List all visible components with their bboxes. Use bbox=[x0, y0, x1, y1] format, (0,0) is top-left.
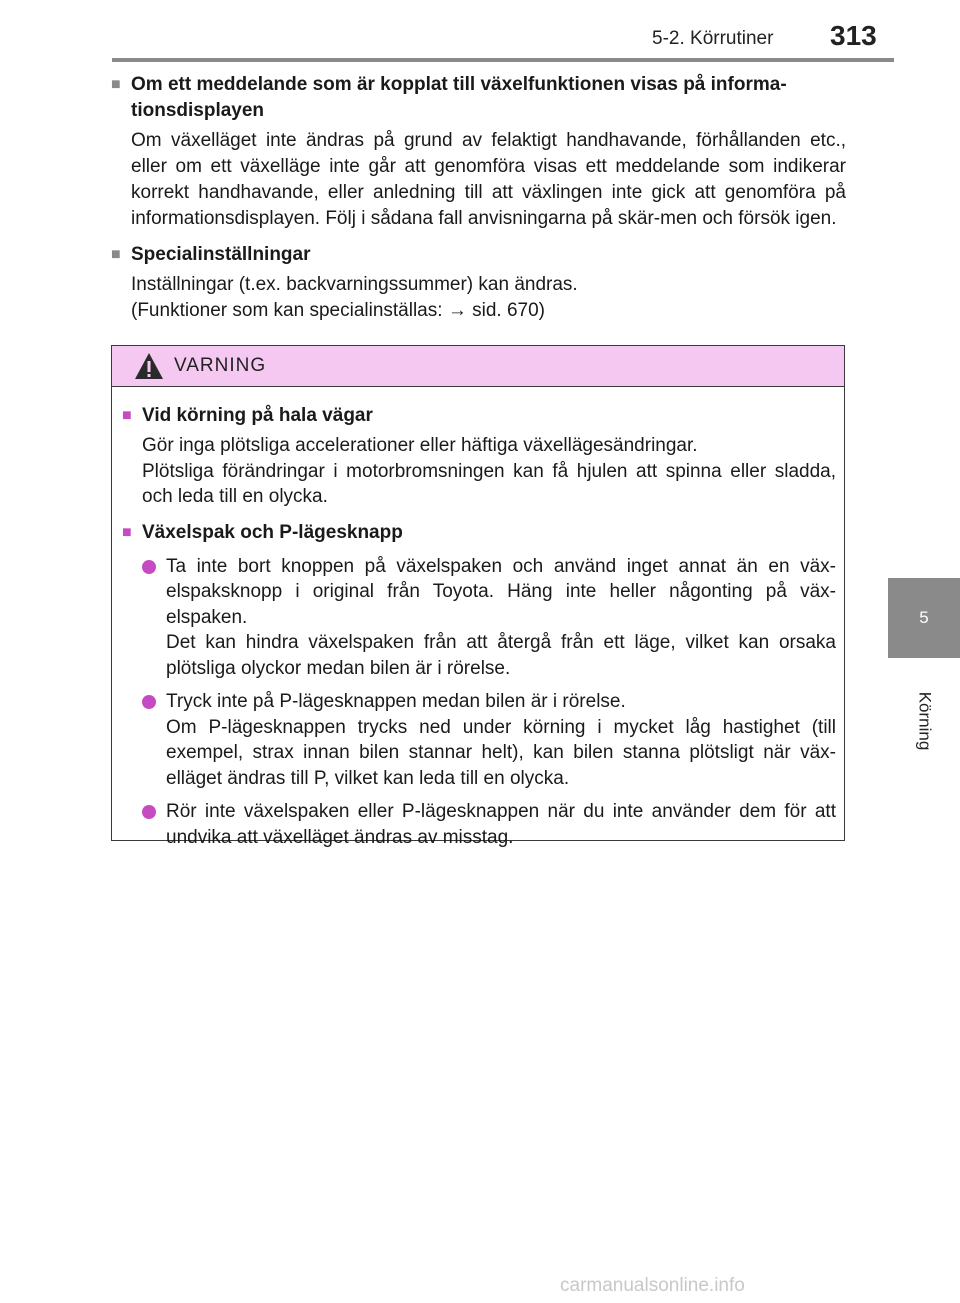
warning-text bbox=[122, 433, 836, 510]
warning-title: VARNING bbox=[174, 355, 267, 376]
list-item-text bbox=[166, 799, 836, 850]
list-item bbox=[122, 799, 836, 850]
header-divider bbox=[112, 58, 894, 62]
text-line: Plötsliga förändringar i motorbromsningen kan få hjulen att spinna eller sladda, och leda till en olycka. bbox=[142, 460, 836, 507]
chapter-label bbox=[888, 666, 960, 776]
section-heading bbox=[111, 242, 846, 268]
circle-bullet-icon bbox=[142, 805, 156, 819]
chapter-tab[interactable] bbox=[888, 578, 960, 658]
section-heading bbox=[111, 72, 846, 124]
warning-box bbox=[111, 345, 845, 848]
text-line: Det kan hindra växelspaken från att återgå från ett läge, vilket kan orsaka plötsliga olyckor medan bilen är i rörelse. bbox=[166, 632, 836, 679]
square-bullet-icon: ■ bbox=[122, 407, 132, 424]
chapter-label-text: Körning bbox=[914, 691, 934, 751]
page-number: 313 bbox=[830, 20, 877, 51]
warning-header bbox=[112, 346, 844, 387]
list-item-text bbox=[166, 554, 836, 682]
list-item bbox=[122, 554, 836, 682]
paragraph-line: Inställningar (t.ex. backvarningssummer) kan ändras. bbox=[131, 274, 578, 295]
text-line: Tryck inte på P-lägesknappen medan bilen är i rörelse. bbox=[166, 691, 626, 712]
heading-text: Om ett meddelande som är kopplat till växelfunktionen visas på informa-tionsdisplayen bbox=[131, 74, 787, 121]
text-line: Gör inga plötsliga accelerationer eller häftiga växellägesändringar. bbox=[142, 435, 698, 456]
ref-prefix: (Funktioner som kan specialinställas: bbox=[131, 300, 443, 321]
warning-item-heading bbox=[122, 403, 836, 429]
paragraph-line bbox=[131, 298, 846, 324]
circle-bullet-icon bbox=[142, 695, 156, 709]
watermark: carmanualsonline.info bbox=[560, 1275, 745, 1296]
warning-body bbox=[112, 387, 844, 850]
warning-triangle-icon bbox=[134, 352, 164, 380]
main-content bbox=[111, 72, 846, 324]
paragraph: Om växelläget inte ändras på grund av felaktigt handhavande, förhållanden etc., eller om ett växelläge inte går att genomföra visas ett meddelande som indikerar korrekt handhavande, eller anledning till att växlingen inte gick att genomföra på informationsdisplayen. Följ i sådana fall anvisningarna på skär-men och försök igen. bbox=[131, 130, 846, 229]
heading-text: Vid körning på hala vägar bbox=[142, 405, 373, 426]
square-bullet-icon: ■ bbox=[111, 246, 121, 263]
paragraph bbox=[111, 272, 846, 324]
list-item-text bbox=[166, 689, 836, 791]
text-line: Rör inte växelspaken eller P-lägesknappen när du inte använder dem för att undvika att växelläget ändras av misstag. bbox=[166, 801, 836, 848]
heading-text: Specialinställningar bbox=[131, 244, 311, 265]
heading-text: Växelspak och P-lägesknapp bbox=[142, 521, 403, 543]
list-item bbox=[122, 689, 836, 791]
square-bullet-icon: ■ bbox=[122, 523, 132, 541]
page-reference-link[interactable]: sid. 670) bbox=[472, 300, 545, 321]
square-bullet-icon: ■ bbox=[111, 76, 121, 93]
circle-bullet-icon bbox=[142, 560, 156, 574]
arrow-right-icon: → bbox=[447, 300, 473, 321]
text-line: Ta inte bort knoppen på växelspaken och använd inget annat än en väx-elspaksknopp i original från Toyota. Häng inte heller någonting på väx-elspaken. bbox=[166, 555, 836, 628]
section-title: 5-2. Körrutiner bbox=[652, 28, 774, 49]
chapter-number: 5 bbox=[919, 608, 929, 627]
text-line: Om P-lägesknappen trycks ned under körning i mycket låg hastighet (till exempel, strax innan bilen stannar helt), kan bilen stanna plötsligt när väx-elläget ändras till P, vilket kan leda till en olycka. bbox=[166, 716, 836, 789]
warning-item-heading bbox=[122, 520, 836, 546]
